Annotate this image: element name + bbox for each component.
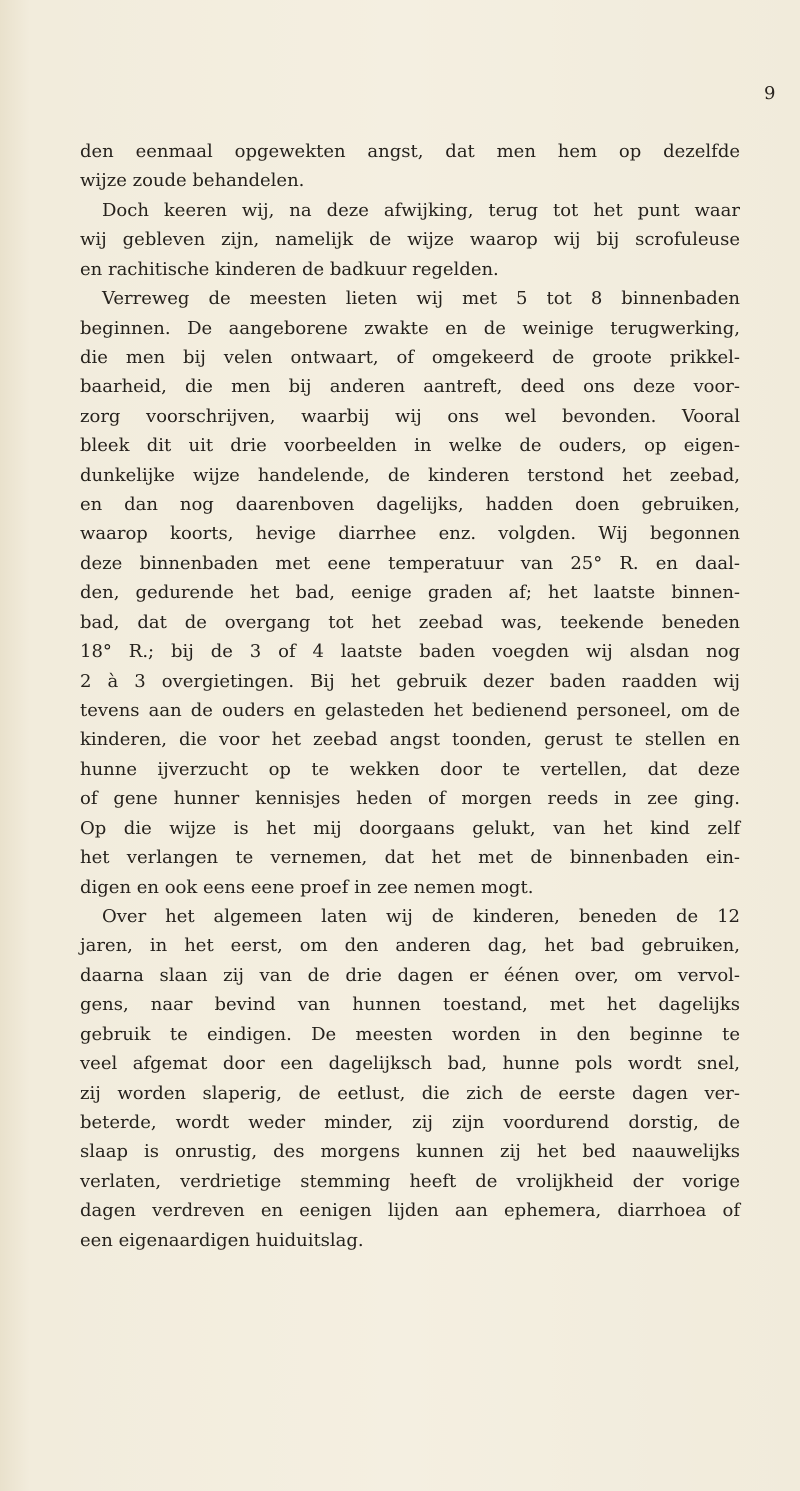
- text-line: zorg voorschrijven, waarbij wij ons wel bevonden. Vooral: [80, 405, 740, 427]
- text-line: Op die wijze is het mij doorgaans gelukt, van het kind zelf: [80, 817, 740, 839]
- text-line: jaren, in het eerst, om den anderen dag, het bad gebruiken,: [80, 935, 740, 957]
- text-line: daarna slaan zij van de drie dagen er éénen over, om vervol-: [80, 964, 740, 986]
- text-line: deze binnenbaden met eene temperatuur van 25° R. en daal-: [80, 552, 740, 574]
- text-line: veel afgemat door een dagelijksch bad, hunne pols wordt snel,: [80, 1053, 740, 1075]
- text-line: kinderen, die voor het zeebad angst toonden, gerust te stellen en: [80, 729, 740, 751]
- text-line: beterde, wordt weder minder, zij zijn voordurend dorstig, de: [80, 1111, 740, 1133]
- text-line: 2 à 3 overgietingen. Bij het gebruik dezer baden raadden wij: [80, 670, 740, 692]
- text-line: bad, dat de overgang tot het zeebad was, teekende beneden: [80, 611, 740, 633]
- text-line: Verreweg de meesten lieten wij met 5 tot 8 binnenbaden: [102, 288, 740, 310]
- text-line: baarheid, die men bij anderen aantreft, deed ons deze voor-: [80, 376, 740, 398]
- text-line: of gene hunner kennisjes heden of morgen reeds in zee ging.: [80, 788, 740, 810]
- text-line: 18° R.; bij de 3 of 4 laatste baden voegden wij alsdan nog: [80, 641, 740, 663]
- text-line: het verlangen te vernemen, dat het met de binnenbaden ein-: [80, 847, 740, 869]
- text-line: dunkelijke wijze handelende, de kinderen terstond het zeebad,: [80, 464, 740, 486]
- text-line: die men bij velen ontwaart, of omgekeerd de groote prikkel-: [80, 346, 740, 368]
- body-text: [80, 137, 740, 1255]
- text-line: en dan nog daarenboven dagelijks, hadden doen gebruiken,: [80, 494, 740, 516]
- text-line: gens, naar bevind van hunnen toestand, met het dagelijks: [80, 994, 740, 1016]
- text-line: en rachitische kinderen de badkuur regelden.: [80, 258, 499, 280]
- text-line: verlaten, verdrietige stemming heeft de vrolijkheid der vorige: [80, 1170, 740, 1192]
- text-line: dagen verdreven en eenigen lijden aan ephemera, diarrhoea of: [80, 1200, 740, 1222]
- text-line: Doch keeren wij, na deze afwijking, terug tot het punt waar: [102, 199, 740, 221]
- text-line: een eigenaardigen huiduitslag.: [80, 1229, 364, 1251]
- text-line: gebruik te eindigen. De meesten worden in den beginne te: [80, 1023, 740, 1045]
- text-line: tevens aan de ouders en gelasteden het bedienend personeel, om de: [80, 700, 740, 722]
- text-line: beginnen. De aangeborene zwakte en de weinige terugwerking,: [80, 317, 740, 339]
- text-line: slaap is onrustig, des morgens kunnen zij het bed naauwelijks: [80, 1141, 740, 1163]
- text-line: Over het algemeen laten wij de kinderen, beneden de 12: [102, 905, 740, 927]
- text-line: den, gedurende het bad, eenige graden af; het laatste binnen-: [80, 582, 740, 604]
- page-number: 9: [764, 83, 776, 104]
- text-line: wij gebleven zijn, namelijk de wijze waarop wij bij scrofuleuse: [80, 229, 740, 251]
- text-line: den eenmaal opgewekten angst, dat men hem op dezelfde: [80, 141, 740, 162]
- text-line: bleek dit uit drie voorbeelden in welke de ouders, op eigen-: [80, 435, 740, 457]
- text-line: waarop koorts, hevige diarrhee enz. volgden. Wij begonnen: [80, 523, 740, 545]
- text-line: digen en ook eens eene proef in zee nemen mogt.: [80, 876, 534, 898]
- text-line: wijze zoude behandelen.: [80, 170, 305, 192]
- text-line: zij worden slaperig, de eetlust, die zich de eerste dagen ver-: [80, 1082, 740, 1104]
- text-line: hunne ijverzucht op te wekken door te vertellen, dat deze: [80, 758, 740, 780]
